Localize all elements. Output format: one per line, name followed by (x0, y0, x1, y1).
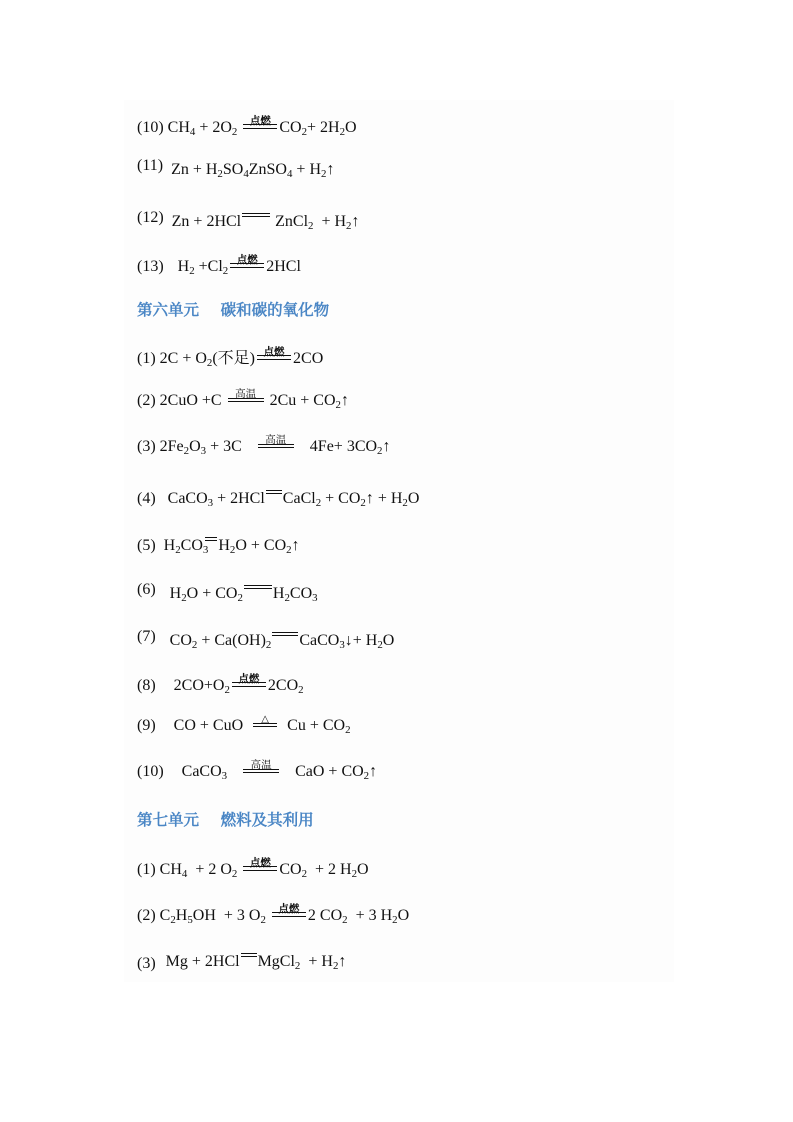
equation-unit6-5: (5) $H_2CO_3$ $H_2O$ + $CO_2↑$ (137, 530, 300, 556)
equation-number: (1) (137, 350, 156, 367)
equation-unit6-3: (3) $2Fe_2O_3 + 3C$ 高温 $4Fe+ 3CO_2↑$ (137, 434, 391, 458)
equation-number: (3) (137, 438, 156, 455)
equation-upper-10: (10) $CH_4 + 2O_2$ 点燃 $CO_2+ 2H_2O$ (137, 115, 357, 139)
equals-sign (241, 206, 271, 226)
equation-number: (7) (137, 628, 156, 645)
equation-unit7-3: (3) Mg + 2HCl MgCl$_2$ + $H_2↑$ (137, 946, 346, 972)
equation-number: (1) (137, 861, 156, 878)
equation-number: (6) (137, 581, 156, 598)
equation-unit6-6: (6) $H_2O + CO_2$ $H_2CO_3$ (137, 578, 318, 604)
equation-number: (13) (137, 258, 164, 275)
ignite-condition: 点燃 (232, 676, 266, 696)
equation-unit7-2: (2) $C_2H_5OH + 3$ $O_2$ 点燃 2 $CO_2 + 3$ $H_2O$ (137, 903, 410, 927)
section-title-unit-7: 第七单元 燃料及其利用 (137, 811, 314, 829)
equation-number: (12) (137, 209, 164, 226)
equation-number: (10) (137, 763, 164, 780)
equation-number: (8) (137, 677, 156, 694)
equation-upper-13: (13) $H_2 +Cl_2$ 点燃 2HCl (137, 254, 301, 278)
ignite-condition: 点燃 (243, 118, 277, 138)
equation-number: (5) (137, 537, 156, 554)
equals-sign (243, 578, 273, 598)
equation-number: (3) (137, 955, 156, 972)
equation-number: (4) (137, 490, 156, 507)
equation-upper-12: (12) Zn + 2HCl ZnCl$_2$ + $H_2↑$ (137, 206, 359, 232)
ignite-condition: 点燃 (243, 860, 277, 880)
equation-unit6-2: (2) 2CuO +C 高温 $2Cu + CO_2↑$ (137, 388, 349, 412)
high-temp-condition: 高温 (228, 391, 264, 411)
equation-unit6-10: (10) CaCO$_3$ 高温 CaO + $CO_2↑$ (137, 759, 378, 783)
ignite-condition: 点燃 (272, 906, 306, 926)
equation-number: (2) (137, 392, 156, 409)
equation-number: (9) (137, 717, 156, 734)
equals-sign (265, 483, 283, 503)
high-temp-condition: 高温 (243, 762, 279, 782)
equation-upper-11: (11) $Zn + H_2SO_4ZnSO_4$ + $H_2↑$ (137, 157, 335, 181)
ignite-condition: 点燃 (230, 257, 264, 277)
equation-unit6-7: (7) $CO_2 + Ca(OH)_2$ CaCO$_3$↓+ $H_2O$ (137, 625, 394, 651)
ignite-condition: 点燃 (257, 349, 291, 369)
equation-unit6-8: (8) $2CO+O_2$ 点燃 $2CO_2$ (137, 673, 304, 697)
equation-unit7-1: (1) $CH_4 + 2$ $O_2$ 点燃 $CO_2 + 2$ $H_2O$ (137, 857, 369, 881)
equation-number: (2) (137, 907, 156, 924)
equation-unit6-9: (9) CO + CuO △ $Cu + CO_2$ (137, 714, 351, 737)
section-title-unit-6: 第六单元 碳和碳的氧化物 (137, 301, 330, 319)
equals-sign (240, 946, 258, 966)
equation-unit6-4: (4) CaCO$_3$ + 2HCl CaCl$_2$ + $CO_2↑ + H_2O$ (137, 483, 419, 509)
equals-sign (204, 530, 218, 550)
equation-number: (10) (137, 119, 164, 136)
equation-unit6-1: (1) $2C + O_2$(不足) 点燃 2CO (137, 346, 324, 370)
equals-sign (271, 625, 299, 645)
high-temp-condition: 高温 (258, 437, 294, 457)
equation-number: (11) (137, 157, 164, 174)
heat-condition: △ (253, 716, 277, 736)
